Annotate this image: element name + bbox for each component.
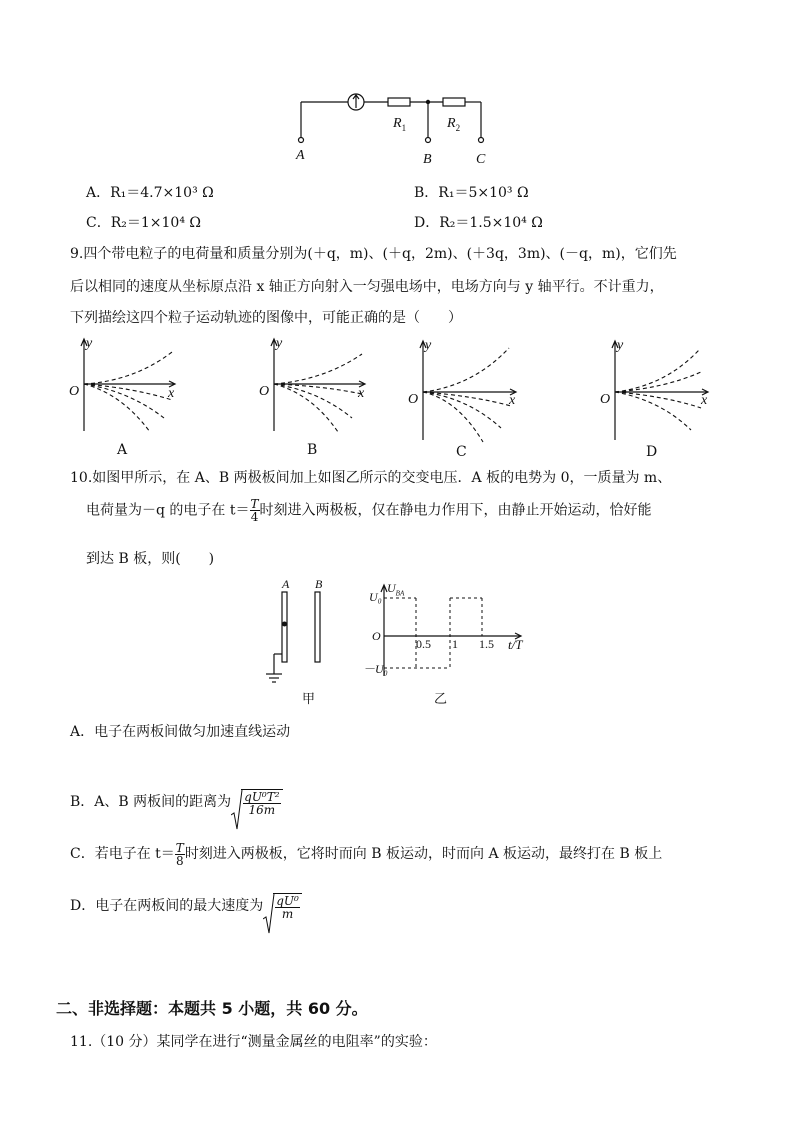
q9-graph-label-b: B	[307, 442, 318, 458]
u0-label: U₀	[369, 590, 382, 604]
q11-line-1: 11.（10 分）某同学在进行“测量金属丝的电阻率”的实验：	[70, 1034, 437, 1050]
q9-graph-label-c: C	[456, 444, 467, 460]
q8-option-d: D．R₂＝1.5×10⁴ Ω	[414, 215, 543, 231]
q9-graph-d: y x O D	[600, 338, 708, 460]
plate-b-label: B	[315, 577, 323, 591]
q9-graph-c: y x O C	[408, 338, 516, 460]
section-2-title: 二、非选择题：本题共 5 小题，共 60 分。	[56, 999, 368, 1018]
terminal-b: B	[423, 152, 432, 167]
yi-tick-0-5: 0.5	[416, 637, 431, 651]
figure-jia-caption: 甲	[302, 692, 316, 707]
q10-line-2: 电荷量为－q 的电子在 t＝ $\frac{T}{4}$ 时刻进入两极板，仅在静电力作用下，由静止开始运动，恰好能	[86, 497, 652, 524]
q10-option-b: B．A、B 两板间的距离为 $\frac{\text{qU⁰T²}}{16m}$	[70, 780, 283, 824]
terminal-a: A	[296, 148, 305, 163]
q10-option-d: D．电子在两板间的最大速度为 $\frac{\text{qU⁰}}{m}$	[70, 884, 302, 928]
yi-origin: O	[372, 629, 381, 643]
label-r2: $R_2$	[447, 116, 461, 133]
q8-option-c: C．R₂＝1×10⁴ Ω	[86, 215, 201, 231]
plate-a-label: A	[282, 577, 290, 591]
q8-option-b: B．R₁＝5×10³ Ω	[414, 185, 529, 201]
terminal-c: C	[476, 152, 486, 167]
q8-option-a: A．R₁＝4.7×10³ Ω	[86, 185, 214, 201]
figure-yi-caption: 乙	[434, 692, 448, 707]
q9-line-2: 后以相同的速度从坐标原点沿 x 轴正方向射入一匀强电场中，电场方向与 y 轴平行。不计重力，	[70, 279, 664, 295]
q9-graph-label-d: D	[646, 444, 658, 460]
q9-graph-b: y x O B	[259, 336, 365, 458]
q9-graph-a: y x O A	[69, 336, 175, 458]
yi-tick-1-5: 1.5	[479, 637, 494, 651]
yi-y-label: $U_{BA}$	[387, 581, 405, 598]
q10-option-c: C．若电子在 t＝ $\frac{T}{8}$ 时刻进入两极板，它将时而向 B 板运动，时而向 A 板运动，最终打在 B 板上	[70, 840, 663, 868]
neg-u0-label: －U₀	[363, 662, 388, 676]
q9-line-1: 9.四个带电粒子的电荷量和质量分别为(＋q，m)、(＋q，2m)、(＋3q，3m)、(－q，m)，它们先	[70, 246, 677, 262]
q10-option-a: A．电子在两板间做匀加速直线运动	[70, 724, 291, 740]
q10-line-3: 到达 B 板，则( )	[86, 551, 215, 567]
q10-line-1: 10.如图甲所示，在 A、B 两极板间加上如图乙所示的交变电压．A 板的电势为 0，一质量为 m、	[70, 470, 672, 486]
q9-graph-label-a: A	[117, 442, 128, 458]
q9-line-3: 下列描绘这四个粒子运动轨迹的图像中，可能正确的是（ ）	[70, 310, 462, 326]
yi-x-label: t/T	[508, 637, 523, 652]
yi-tick-1: 1	[452, 637, 458, 651]
label-r1: $R_1$	[393, 116, 407, 133]
q10-figure-jia	[262, 588, 332, 688]
